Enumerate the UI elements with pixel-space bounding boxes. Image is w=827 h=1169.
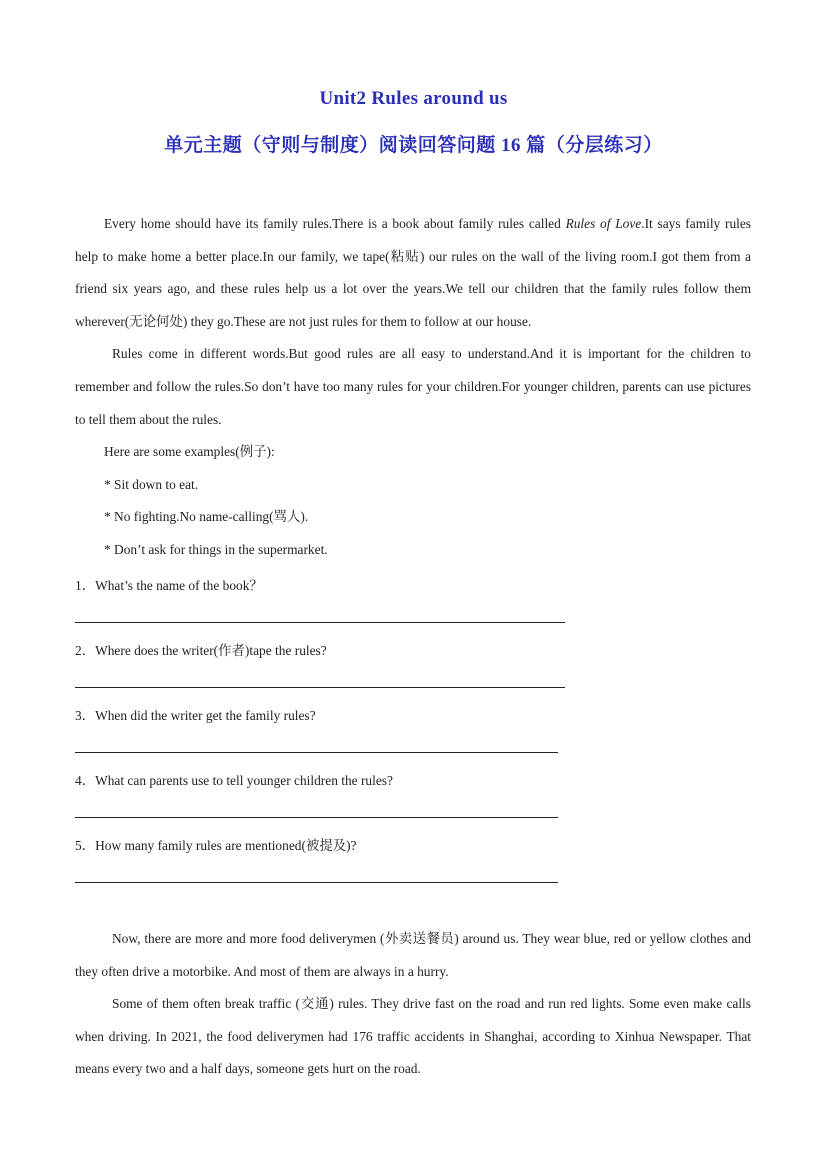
answer-line-4[interactable] xyxy=(75,817,558,818)
reading-passage-1 xyxy=(75,208,751,567)
question-2: 2．Where does the writer(作者)tape the rules? xyxy=(75,643,327,658)
passage-2-paragraph-1: Now, there are more and more food deliverymen (外卖送餐员) around us. They wear blue, red or yellow clothes and they often drive a motorbike. And most of them are always in a hurry. xyxy=(75,931,751,979)
page-subtitle: 单元主题（守则与制度）阅读回答问题 16 篇（分层练习） xyxy=(164,135,663,156)
example-item: * Sit down to eat. xyxy=(104,476,199,492)
passage-2-paragraph-2: Some of them often break traffic (交通) rules. They drive fast on the road and run red lights. Some even make calls when driving. In 2021, the food deliverymen had 176 traffic accidents in Shanghai, according to Xinhua Newspaper. That means every two and a half days, someone gets hurt on the road. xyxy=(75,996,751,1077)
question-1: 1．What’s the name of the book？ xyxy=(75,578,263,593)
answer-line-3[interactable] xyxy=(75,752,558,753)
reading-passage-2 xyxy=(75,923,751,1086)
question-3: 3．When did the writer get the family rules? xyxy=(75,708,316,723)
examples-intro: Here are some examples(例子): xyxy=(104,444,275,460)
passage-1-paragraph-2: Rules come in different words.But good rules are all easy to understand.And it is important for the children to remember and follow the rules.So don’t have too many rules for your children.For younger children, parents can use pictures to tell them about the rules. xyxy=(75,346,751,427)
answer-line-5[interactable] xyxy=(75,882,558,883)
book-title: Rules of Love xyxy=(565,216,642,231)
question-5: 5．How many family rules are mentioned(被提及)? xyxy=(75,838,357,853)
answer-line-2[interactable] xyxy=(75,687,565,688)
page-title: Unit2 Rules around us xyxy=(319,88,508,109)
question-4: 4．What can parents use to tell younger children the rules? xyxy=(75,773,393,788)
example-item: * Don’t ask for things in the supermarket. xyxy=(104,541,328,557)
answer-line-1[interactable] xyxy=(75,622,565,623)
passage-1-paragraph-1: Every home should have its family rules.There is a book about family rules called Rules of Love.It says family rules help to make home a better place.In our family, we tape(粘贴) our rules on the wall of the living room.I got them from a friend six years ago, and these rules help us a lot over the years.We tell our children that the family rules follow them wherever(无论何处) they go.These are not just rules for them to follow at our house. xyxy=(75,216,752,329)
example-item: * No fighting.No name-calling(骂人). xyxy=(104,509,309,525)
